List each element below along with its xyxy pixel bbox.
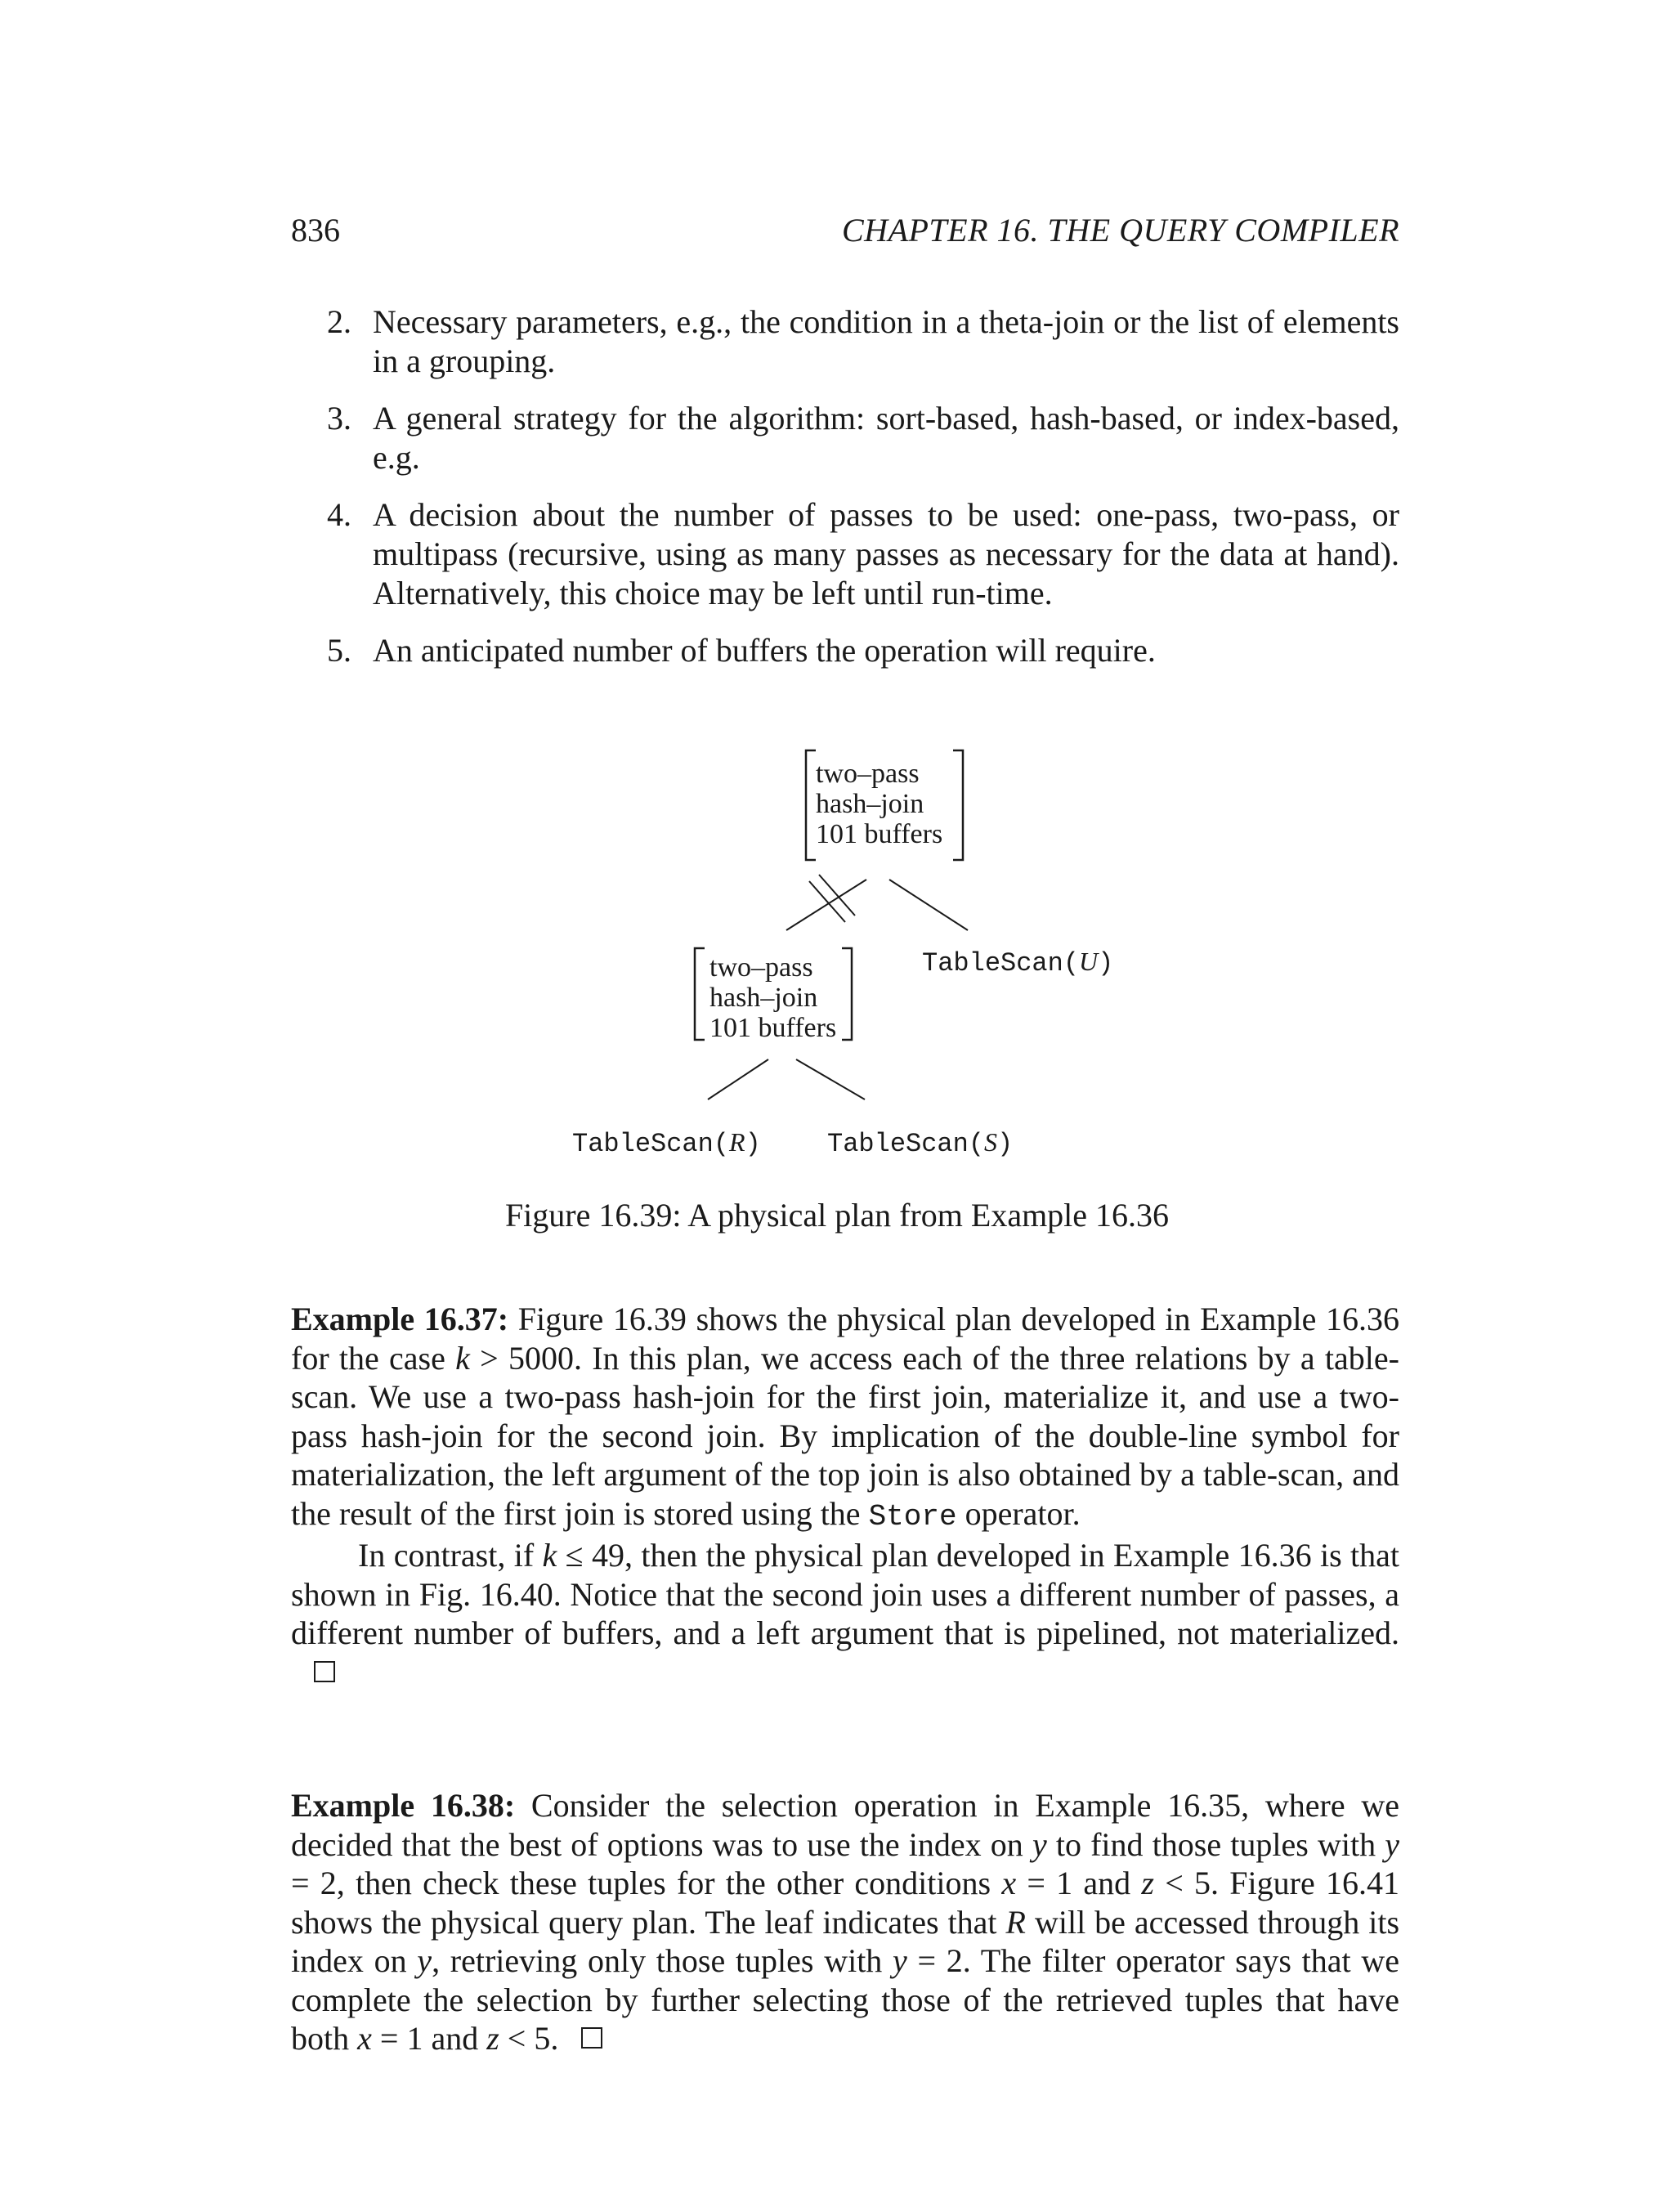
mid-node-right-bracket bbox=[842, 948, 852, 1040]
figure-caption: Figure 16.39: A physical plan from Example 16.36 bbox=[504, 1197, 1170, 1234]
list-text: A decision about the number of passes to be used: one-pass, two-pass, or multipass (recursive, using as many passes as necessary for the data at hand). Alternatively, this choice may be left until run-time. bbox=[373, 496, 1399, 611]
list-number: 2. bbox=[327, 303, 351, 340]
top-node-line3: 101 buffers bbox=[816, 819, 943, 849]
end-of-example-box bbox=[314, 1661, 335, 1682]
top-node-line2: hash–join bbox=[816, 789, 924, 819]
materialize-double-line-symbol bbox=[809, 875, 855, 922]
mid-node-line2: hash–join bbox=[709, 983, 818, 1013]
example-16-37 bbox=[291, 1300, 1399, 1691]
mid-node-left-bracket bbox=[695, 948, 705, 1040]
mid-node-line1: two–pass bbox=[709, 952, 813, 983]
running-head bbox=[291, 211, 1399, 252]
list-number: 5. bbox=[327, 632, 351, 669]
edge-mid-to-scan-s bbox=[796, 1059, 865, 1099]
list-text: An anticipated number of buffers the operation will require. bbox=[373, 632, 1156, 669]
list-item bbox=[291, 399, 1399, 477]
table-scan-s: TableScan(S) bbox=[827, 1127, 1014, 1159]
paragraph: In contrast, if k ≤ 49, then the physical plan developed in Example 16.36 is that shown in Fig. 16.40. Notice that the second join uses a different number of passes, a different number of buffers, and a left argument that is pipelined, not materialized. bbox=[291, 1536, 1399, 1691]
numbered-list bbox=[291, 302, 1399, 688]
list-item bbox=[291, 302, 1399, 381]
example-label: Example 16.38: bbox=[291, 1787, 516, 1824]
paragraph: Example 16.37: Figure 16.39 shows the physical plan developed in Example 16.36 for the case k > 5000. In this plan, we access each of the three relations by a table-scan. We use a two-pass hash-join for the first join, materialize it, and use a two-pass hash-join for the second join. By implication of the double-line symbol for materialization, the left argument of the top join is also obtained by a table-scan, and the result of the first join is stored using the Store operator. bbox=[291, 1301, 1400, 1534]
list-item bbox=[291, 631, 1399, 670]
top-node-line1: two–pass bbox=[816, 759, 920, 789]
table-scan-r: TableScan(R) bbox=[572, 1127, 761, 1159]
list-number: 4. bbox=[327, 496, 351, 533]
end-of-example-box bbox=[581, 2027, 602, 2049]
edge-top-to-mid bbox=[786, 880, 866, 930]
page-number: 836 bbox=[291, 212, 340, 249]
list-number: 3. bbox=[327, 400, 351, 437]
top-node-right-bracket bbox=[953, 750, 963, 860]
list-item bbox=[291, 495, 1399, 613]
physical-plan-diagram bbox=[0, 736, 1674, 1177]
mid-join-node bbox=[695, 948, 852, 1043]
chapter-title: CHAPTER 16. THE QUERY COMPILER bbox=[841, 212, 1399, 249]
mid-node-line3: 101 buffers bbox=[709, 1013, 837, 1043]
top-join-node bbox=[806, 750, 963, 860]
table-scan-u: TableScan(U) bbox=[922, 947, 1114, 978]
list-text: A general strategy for the algorithm: sort-based, hash-based, or index-based, e.g. bbox=[373, 400, 1399, 476]
example-label: Example 16.37: bbox=[291, 1301, 509, 1337]
edge-top-to-scan-u bbox=[889, 880, 968, 930]
paragraph: Example 16.38: Consider the selection operation in Example 16.35, where we decided that the best of options was to use the index on y to find those tuples with y = 2, then check these tuples for the other conditions x = 1 and z < 5. Figure 16.41 shows the physical query plan. The leaf indicates that R will be accessed through its index on y, retrieving only those tuples with y = 2. The filter operator says that we complete the selection by further selecting those of the retrieved tuples that have both x = 1 and z < 5. bbox=[291, 1787, 1400, 2057]
figure-16-39 bbox=[0, 736, 1674, 1243]
top-node-left-bracket bbox=[806, 750, 816, 860]
example-16-38 bbox=[291, 1786, 1399, 2058]
list-text: Necessary parameters, e.g., the condition in a theta-join or the list of elements in a grouping. bbox=[373, 303, 1399, 379]
edge-mid-to-scan-r bbox=[708, 1059, 768, 1099]
store-operator: Store bbox=[868, 1499, 957, 1534]
